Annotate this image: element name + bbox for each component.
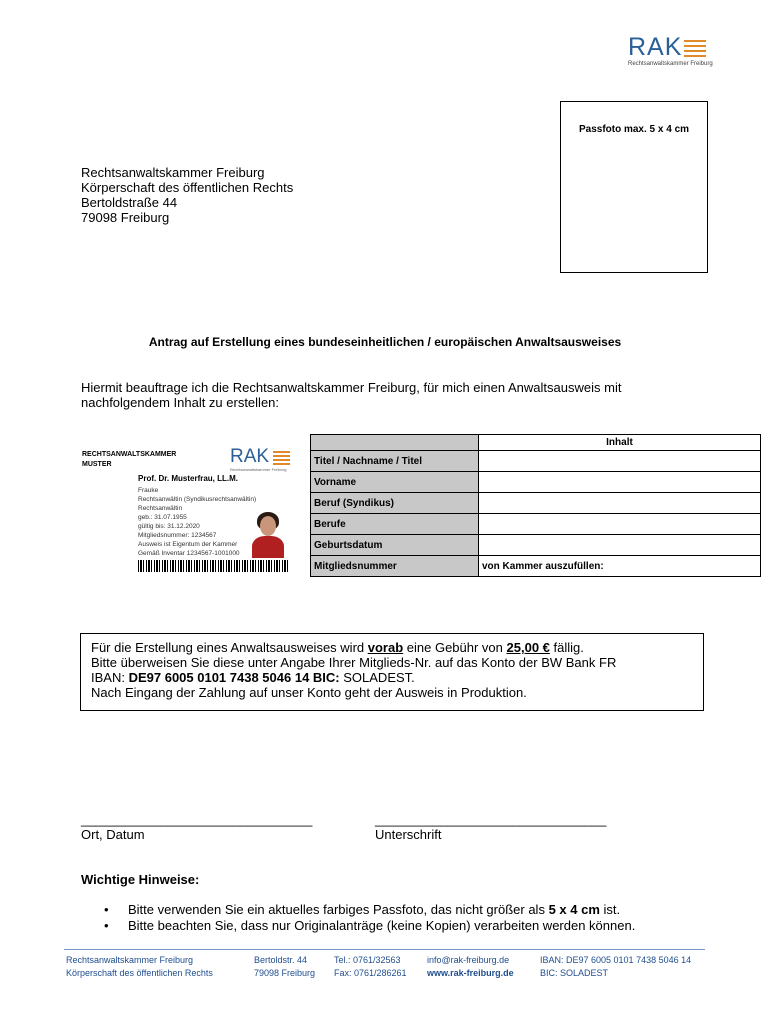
card-org-line: MUSTER <box>82 461 112 468</box>
table-row <box>311 514 761 535</box>
footer-bank <box>540 954 691 980</box>
fee-text: fällig. <box>549 640 584 655</box>
card-line: Rechtsanwältin <box>138 505 183 512</box>
place-date-field[interactable] <box>81 812 312 842</box>
row-label: Geburtsdatum <box>311 535 479 556</box>
footer-line: Körperschaft des öffentlichen Rechts <box>66 968 213 978</box>
footer-email-link[interactable]: info@rak-freiburg.de <box>427 955 510 965</box>
footer-line: Bertoldstr. 44 <box>254 955 308 965</box>
notes-heading: Wichtige Hinweise: <box>81 872 200 887</box>
row-value-field: von Kammer auszufüllen: <box>479 556 761 577</box>
row-label: Titel / Nachname / Titel <box>311 451 479 472</box>
bullet-icon: • <box>104 902 109 917</box>
footer-line: 79098 Freiburg <box>254 968 316 978</box>
row-value-field[interactable] <box>479 472 761 493</box>
card-line: Rechtsanwältin (Syndikusrechtsanwältin) <box>138 496 257 503</box>
signature-underline: ________________________________ <box>375 812 607 827</box>
footer-website-link[interactable]: www.rak-freiburg.de <box>427 968 514 978</box>
table-row <box>311 556 761 577</box>
fee-line-3 <box>91 670 693 685</box>
footer-line: Tel.: 0761/32563 <box>334 955 401 965</box>
footer-address <box>254 954 315 980</box>
card-logo-bars-icon <box>273 451 290 467</box>
row-label: Vorname <box>311 472 479 493</box>
sample-id-card <box>80 440 295 580</box>
note-text: Bitte beachten Sie, dass nur Originalanträge (keine Kopien) verarbeiten werden können. <box>128 918 636 933</box>
row-value-field[interactable] <box>479 535 761 556</box>
table-row <box>311 535 761 556</box>
row-value-field[interactable] <box>479 493 761 514</box>
bullet-icon: • <box>104 918 109 933</box>
passfoto-box <box>560 101 708 273</box>
row-label: Mitgliedsnummer <box>311 556 479 577</box>
note-size: 5 x 4 cm <box>548 902 600 917</box>
fee-line-2: Bitte überweisen Sie diese unter Angabe Ihrer Mitglieds-Nr. auf das Konto der BW Bank FR <box>91 655 617 670</box>
signature-field[interactable] <box>375 812 606 842</box>
card-line: Gemäß Inventar 1234567-1001000 <box>138 550 240 557</box>
logo-bars-icon <box>684 40 706 60</box>
content-table <box>310 434 761 577</box>
card-name: Prof. Dr. Musterfrau, LL.M. <box>138 474 239 483</box>
card-line: Frauke <box>138 487 159 494</box>
bic-value: SOLADEST. <box>339 670 415 685</box>
fee-info-box <box>80 633 704 711</box>
barcode-icon <box>138 560 288 572</box>
notes-list <box>104 902 635 934</box>
iban-value: DE97 6005 0101 7438 5046 14 <box>128 670 310 685</box>
card-org-line: RECHTSANWALTSKAMMER <box>82 451 177 458</box>
recipient-address <box>81 165 293 225</box>
document-title: Antrag auf Erstellung eines bundeseinheitlichen / europäischen Anwaltsausweises <box>148 335 622 349</box>
footer-contact <box>427 954 514 980</box>
intro-text: Hiermit beauftrage ich die Rechtsanwaltskammer Freiburg, für mich einen Anwaltsausweis mit nachfolgendem Inhalt zu erstellen: <box>81 380 622 410</box>
card-logo-subtitle: Rechtsanwaltskammer Freiburg <box>230 467 287 472</box>
signature-underline: ________________________________ <box>81 812 313 827</box>
row-label: Berufe <box>311 514 479 535</box>
footer-line: IBAN: DE97 6005 0101 7438 5046 14 <box>540 955 692 965</box>
fee-text: eine Gebühr von <box>403 640 507 655</box>
card-line: gültig bis: 31.12.2020 <box>138 523 200 530</box>
list-item <box>104 918 635 934</box>
bic-label: BIC: <box>309 670 340 685</box>
fee-amount: 25,00 € <box>506 640 550 655</box>
logo-mark: RAK <box>628 33 683 61</box>
fee-text: Für die Erstellung eines Anwaltsausweises wird <box>91 640 368 655</box>
passfoto-label: Passfoto max. 5 x 4 cm <box>578 124 690 135</box>
signature-label: Unterschrift <box>375 827 442 842</box>
footer-line: BIC: SOLADEST <box>540 968 609 978</box>
footer-line: Fax: 0761/286261 <box>334 968 407 978</box>
footer-phone <box>334 954 407 980</box>
card-org <box>82 450 176 470</box>
list-item <box>104 902 635 918</box>
logo-subtitle: Rechtsanwaltskammer Freiburg <box>628 61 713 67</box>
footer-line: Rechtsanwaltskammer Freiburg <box>66 955 194 965</box>
card-logo: RAK <box>230 446 270 467</box>
address-line: Bertoldstraße 44 <box>81 195 178 210</box>
note-text: Bitte verwenden Sie ein aktuelles farbiges Passfoto, das nicht größer als <box>128 902 549 917</box>
row-label: Beruf (Syndikus) <box>311 493 479 514</box>
row-value-field[interactable] <box>479 451 761 472</box>
table-row <box>311 472 761 493</box>
address-line: Rechtsanwaltskammer Freiburg <box>81 165 265 180</box>
footer-org <box>66 954 213 980</box>
card-portrait-photo <box>248 510 288 558</box>
rak-logo <box>628 33 713 68</box>
fee-line-4: Nach Eingang der Zahlung auf unser Konto geht der Ausweis in Produktion. <box>91 685 527 700</box>
card-line: Ausweis ist Eigentum der Kammer <box>138 541 238 548</box>
footer-divider <box>64 949 705 950</box>
address-line: 79098 Freiburg <box>81 210 170 225</box>
table-header: Inhalt <box>479 435 761 451</box>
fee-vorab: vorab <box>367 640 404 655</box>
row-value-field[interactable] <box>479 514 761 535</box>
card-line: geb.: 31.07.1955 <box>138 514 187 521</box>
note-text: ist. <box>599 902 621 917</box>
table-row <box>311 451 761 472</box>
place-date-label: Ort, Datum <box>81 827 145 842</box>
card-details <box>138 486 256 558</box>
fee-line-1 <box>91 640 693 655</box>
address-line: Körperschaft des öffentlichen Rechts <box>81 180 294 195</box>
table-row <box>311 493 761 514</box>
table-header-empty <box>311 435 479 451</box>
iban-label: IBAN: <box>91 670 129 685</box>
card-line: Mitgliedsnummer: 1234567 <box>138 532 217 539</box>
